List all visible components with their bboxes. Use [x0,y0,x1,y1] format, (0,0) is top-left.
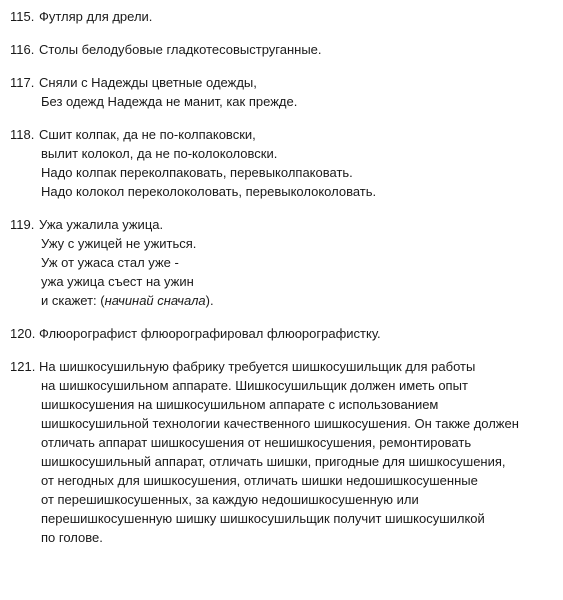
item-line: Флюорографист флюорографировал флюорографистку. [39,326,381,341]
list-item [10,7,563,26]
item-text [39,215,563,310]
item-line: Ужу с ужицей не ужиться. [41,236,197,251]
item-number: 119. [10,217,35,232]
item-line: На шишкосушильную фабрику требуется шишкосушильщик для работы [39,359,476,374]
list-item [10,73,563,111]
item-text [39,40,563,59]
item-line: шишкосушения на шишкосушильном аппарате с использованием [41,397,439,412]
item-line: Без одежд Надежда не манит, как прежде. [41,94,298,109]
item-line: шишкосушильный аппарат, отличать шишки, пригодные для шишкосушения, [41,454,506,469]
list-item [10,324,563,343]
item-line: ужа ужица съест на ужин [41,274,194,289]
list-item [10,357,563,547]
item-line: Сшит колпак, да не по-колпаковски, [39,127,256,142]
item-text [39,125,563,201]
item-line [41,291,563,310]
item-line: Ужа ужалила ужица. [39,217,164,232]
line-prefix: и скажет: ( [41,293,105,308]
list-item [10,215,563,310]
item-number: 118. [10,127,35,142]
item-number: 121. [10,359,36,374]
list-item [10,125,563,201]
item-line: по голове. [41,530,103,545]
item-line: Сняли с Надежды цветные одежды, [39,75,257,90]
item-line: Футляр для дрели. [39,9,153,24]
item-line: на шишкосушильном аппарате. Шишкосушильщик должен иметь опыт [41,378,468,393]
item-line: шишкосушильной технологии качественного шишкосушения. Он также должен [41,416,519,431]
item-number: 120. [10,326,36,341]
item-number: 117. [10,75,35,90]
item-line: перешишкосушенную шишку шишкосушильщик получит шишкосушилкой [41,511,485,526]
italic-phrase: начинай сначала [104,293,206,308]
item-text [39,357,563,547]
item-line: Надо колпак переколпаковать, перевыколпаковать. [41,165,353,180]
item-text [39,7,563,26]
item-text [39,73,563,111]
item-text [39,324,563,343]
item-number: 116. [10,42,35,57]
item-line: вылит колокол, да не по-колоколовски. [41,146,278,161]
item-line: от перешишкосушенных, за каждую недошишкосушенную или [41,492,419,507]
item-line: Надо колокол переколоколовать, перевыколоколовать. [41,184,377,199]
list-item [10,40,563,59]
item-line: Столы белодубовые гладкотесовыструганные. [39,42,322,57]
item-line: отличать аппарат шишкосушения от нешишкосушения, ремонтировать [41,435,472,450]
item-number: 115. [10,9,35,24]
line-suffix: ). [205,293,214,308]
item-line: Уж от ужаса стал уже - [41,255,179,270]
item-line: от негодных для шишкосушения, отличать шишки недошишкосушенные [41,473,478,488]
